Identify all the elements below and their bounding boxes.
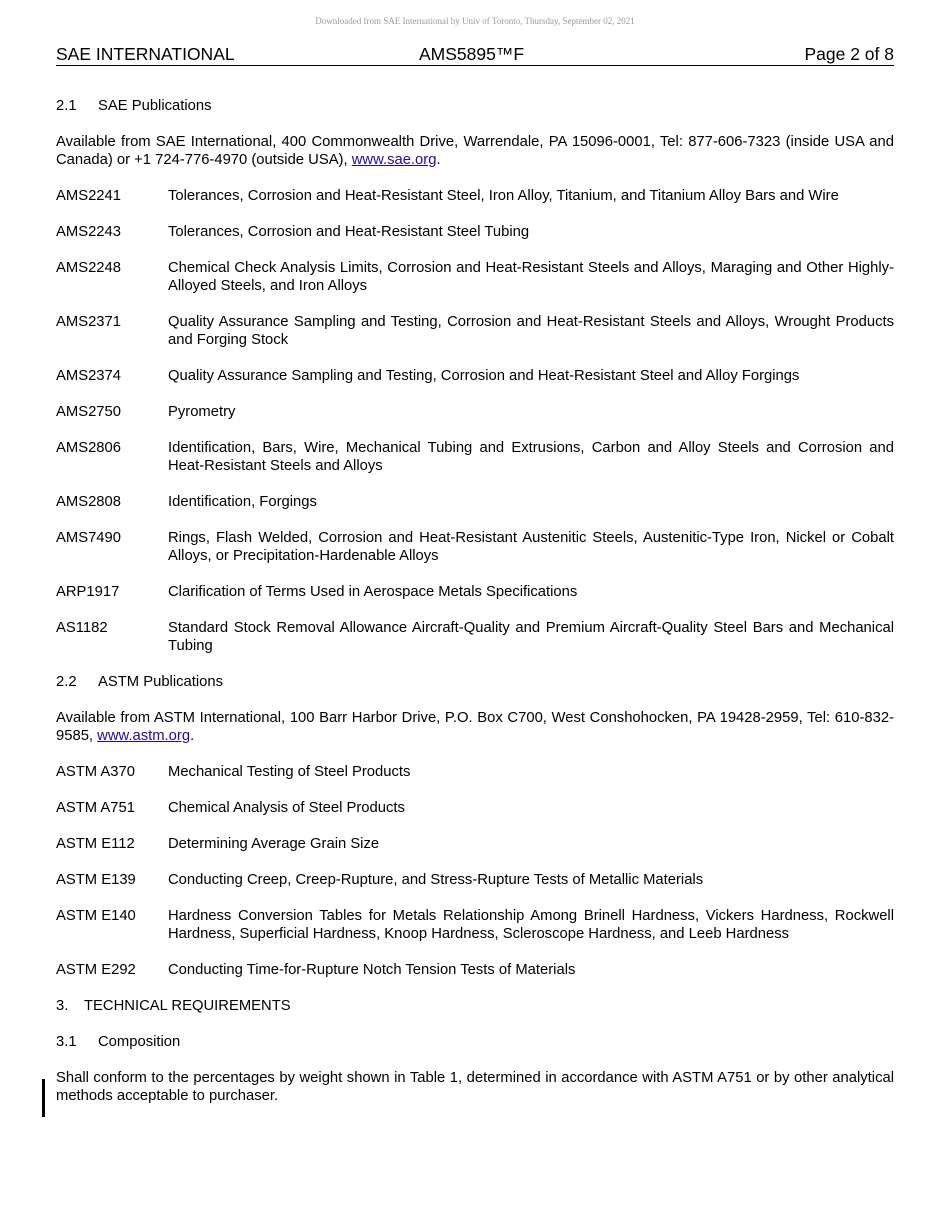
reference-title: Determining Average Grain Size [168,836,380,852]
section-3-1-heading [56,1033,894,1051]
header-doc-id: AMS5895™F [419,44,525,64]
reference-title: Hardness Conversion Tables for Metals Relationship Among Brinell Hardness, Vickers Hardness, Rockwell Hardness, Superficial Hardness, Knoop Hardness, Scleroscope Hardness, and Leeb Hardness [168,908,894,942]
astm-availability: Available from ASTM International, 100 Barr Harbor Drive, P.O. Box C700, West Conshohocken, PA 19428-2959, Tel: 610-832-9585, www.astm.org. [56,710,894,744]
reference-title: Tolerances, Corrosion and Heat-Resistant Steel, Iron Alloy, Titanium, and Titanium Alloy Bars and Wire [168,188,839,204]
section-number: 3. [56,998,69,1014]
section-title: Composition [98,1034,181,1050]
reference-title: Chemical Analysis of Steel Products [168,800,405,816]
reference-code: ARP1917 [56,584,120,600]
reference-title: Clarification of Terms Used in Aerospace Metals Specifications [168,584,578,600]
reference-row [56,799,894,817]
reference-code: AMS2808 [56,494,121,510]
reference-code: ASTM E292 [56,962,136,978]
reference-code: AMS2806 [56,440,121,456]
sae-availability: Available from SAE International, 400 Commonwealth Drive, Warrendale, PA 15096-0001, Tel: 877-606-7323 (inside USA and Canada) or +1 724-776-4970 (outside USA), www.sae.org. [56,134,894,168]
reference-title: Pyrometry [168,404,236,420]
reference-code: ASTM E139 [56,872,136,888]
section-3-heading [56,997,894,1015]
header-org: SAE INTERNATIONAL [56,44,235,64]
reference-title: Identification, Bars, Wire, Mechanical Tubing and Extrusions, Carbon and Alloy Steels and Corrosion and Heat-Resistant Steels and Alloys [168,440,894,474]
section-number: 2.1 [56,98,77,114]
reference-title: Identification, Forgings [168,494,317,510]
astm-availability-text: Available from ASTM International, 100 Barr Harbor Drive, P.O. Box C700, West Conshohocken, PA 19428-2959, Tel: 610-832-9585, [56,710,894,744]
reference-row [56,403,894,421]
reference-row [56,493,894,511]
reference-code: ASTM E140 [56,908,136,924]
reference-row [56,313,894,349]
reference-row [56,583,894,601]
reference-row [56,871,894,889]
download-watermark: Downloaded from SAE International by Univ of Toronto, Thursday, September 02, 2021 [315,16,635,26]
reference-title: Mechanical Testing of Steel Products [168,764,411,780]
reference-code: ASTM A751 [56,800,135,816]
reference-code: AMS2374 [56,368,121,384]
reference-title: Quality Assurance Sampling and Testing, Corrosion and Heat-Resistant Steels and Alloys, Wrought Products and Forging Stock [168,314,894,348]
reference-title: Tolerances, Corrosion and Heat-Resistant Steel Tubing [168,224,530,240]
reference-row [56,439,894,475]
reference-title: Conducting Creep, Creep-Rupture, and Stress-Rupture Tests of Metallic Materials [168,872,704,888]
section-2-2-heading [56,673,894,691]
reference-code: ASTM A370 [56,764,135,780]
reference-code: AMS2750 [56,404,121,420]
reference-title: Chemical Check Analysis Limits, Corrosion and Heat-Resistant Steels and Alloys, Maraging and Other Highly-Alloyed Steels, and Iron Alloys [168,260,894,294]
reference-row [56,961,894,979]
reference-code: AMS7490 [56,530,121,546]
revision-change-bar [42,1079,45,1117]
reference-row [56,223,894,241]
reference-row [56,907,894,943]
reference-code: AMS2371 [56,314,121,330]
reference-code: AMS2243 [56,224,121,240]
section-2-1-heading [56,97,894,115]
document-body [56,97,894,1123]
section-title: TECHNICAL REQUIREMENTS [84,998,291,1014]
reference-row [56,619,894,655]
reference-row [56,187,894,205]
reference-title: Conducting Time-for-Rupture Notch Tension Tests of Materials [168,962,576,978]
header-page-number: Page 2 of 8 [804,44,894,64]
reference-title: Rings, Flash Welded, Corrosion and Heat-Resistant Austenitic Steels, Austenitic-Type Iron, Nickel or Cobalt Alloys, or Precipitation-Hardenable Alloys [168,530,894,564]
sae-link[interactable]: www.sae.org [351,152,437,168]
reference-row [56,529,894,565]
reference-code: AMS2248 [56,260,121,276]
section-number: 2.2 [56,674,77,690]
reference-row [56,763,894,781]
composition-text: Shall conform to the percentages by weight shown in Table 1, determined in accordance with ASTM A751 or by other analytical methods acceptable to purchaser. [56,1070,894,1104]
reference-row [56,835,894,853]
reference-title: Standard Stock Removal Allowance Aircraft-Quality and Premium Aircraft-Quality Steel Bars and Mechanical Tubing [168,620,894,654]
sae-availability-text: Available from SAE International, 400 Commonwealth Drive, Warrendale, PA 15096-0001, Tel: 877-606-7323 (inside USA and Canada) or +1 724-776-4970 (outside USA), [56,134,894,168]
reference-title: Quality Assurance Sampling and Testing, Corrosion and Heat-Resistant Steel and Alloy Forgings [168,368,800,384]
astm-link[interactable]: www.astm.org [97,728,191,744]
section-title: SAE Publications [98,98,212,114]
reference-code: AS1182 [56,620,108,636]
reference-row [56,367,894,385]
section-number: 3.1 [56,1034,77,1050]
reference-row [56,259,894,295]
reference-code: AMS2241 [56,188,121,204]
page-header [56,44,894,66]
reference-code: ASTM E112 [56,836,135,852]
section-title: ASTM Publications [98,674,224,690]
